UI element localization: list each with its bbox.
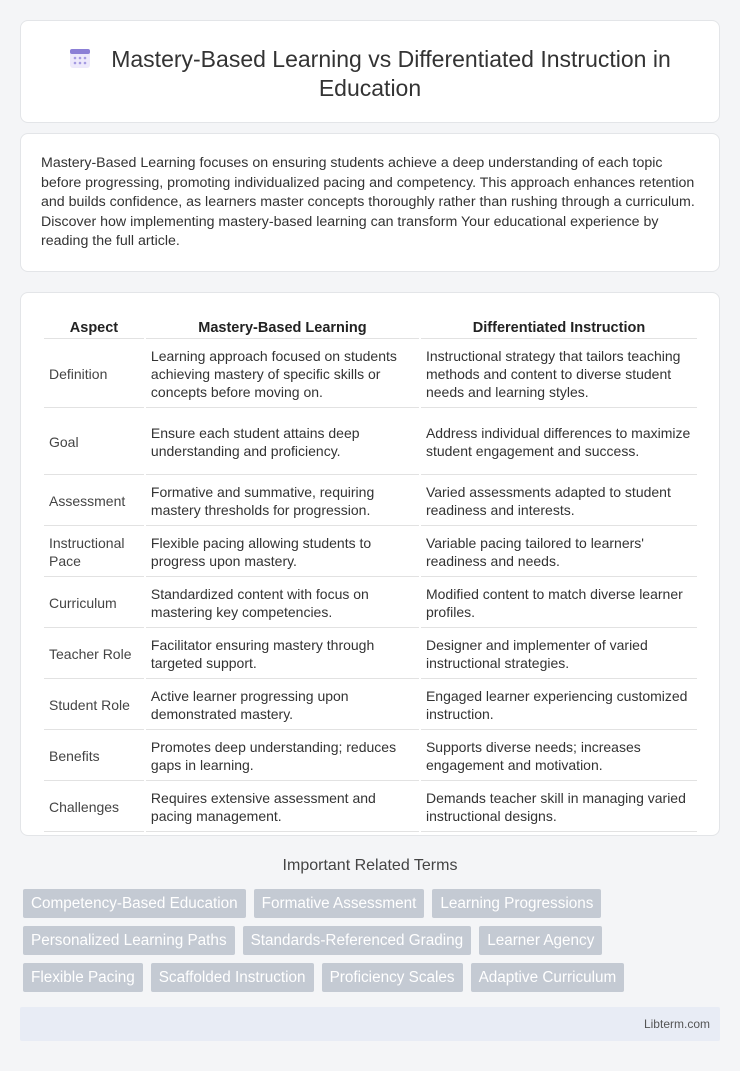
page-title: Mastery-Based Learning vs Differentiated Instruction in Education bbox=[111, 46, 671, 101]
row-differentiated: Varied assessments adapted to student readiness and interests. bbox=[421, 477, 697, 526]
related-term-tag[interactable]: Formative Assessment bbox=[254, 889, 425, 918]
row-mastery: Promotes deep understanding; reduces gaps in learning. bbox=[146, 732, 419, 781]
table-row bbox=[44, 528, 697, 577]
header-aspect: Aspect bbox=[44, 317, 144, 339]
related-term-tag[interactable]: Adaptive Curriculum bbox=[471, 963, 625, 992]
row-aspect: Benefits bbox=[44, 732, 144, 781]
related-term-tag[interactable]: Learning Progressions bbox=[432, 889, 601, 918]
row-differentiated: Engaged learner experiencing customized instruction. bbox=[421, 681, 697, 730]
row-aspect: Definition bbox=[44, 341, 144, 408]
related-term-tag[interactable]: Scaffolded Instruction bbox=[151, 963, 314, 992]
row-aspect: Instructional Pace bbox=[44, 528, 144, 577]
related-term-tag[interactable]: Proficiency Scales bbox=[322, 963, 463, 992]
footer bbox=[20, 1007, 720, 1041]
comparison-card bbox=[20, 292, 720, 836]
comparison-table bbox=[42, 315, 699, 834]
page-title-wrap bbox=[21, 45, 719, 103]
row-mastery: Active learner progressing upon demonstrated mastery. bbox=[146, 681, 419, 730]
related-term-tag[interactable]: Learner Agency bbox=[479, 926, 602, 955]
table-row bbox=[44, 732, 697, 781]
row-mastery: Learning approach focused on students achieving mastery of specific skills or concepts before moving on. bbox=[146, 341, 419, 408]
related-terms-list bbox=[23, 889, 713, 992]
row-differentiated: Instructional strategy that tailors teaching methods and content to diverse student needs and learning styles. bbox=[421, 341, 697, 408]
row-differentiated: Supports diverse needs; increases engagement and motivation. bbox=[421, 732, 697, 781]
row-differentiated: Modified content to match diverse learner profiles. bbox=[421, 579, 697, 628]
row-mastery: Ensure each student attains deep understanding and proficiency. bbox=[146, 410, 419, 475]
table-header-row bbox=[44, 317, 697, 339]
related-term-tag[interactable]: Standards-Referenced Grading bbox=[243, 926, 472, 955]
row-mastery: Requires extensive assessment and pacing management. bbox=[146, 783, 419, 832]
table-row bbox=[44, 477, 697, 526]
row-aspect: Curriculum bbox=[44, 579, 144, 628]
calendar-icon bbox=[69, 47, 91, 69]
title-card bbox=[20, 20, 720, 123]
row-differentiated: Variable pacing tailored to learners' readiness and needs. bbox=[421, 528, 697, 577]
header-differentiated: Differentiated Instruction bbox=[421, 317, 697, 339]
row-differentiated: Designer and implementer of varied instructional strategies. bbox=[421, 630, 697, 679]
row-mastery: Flexible pacing allowing students to progress upon mastery. bbox=[146, 528, 419, 577]
related-term-tag[interactable]: Competency-Based Education bbox=[23, 889, 246, 918]
table-row bbox=[44, 681, 697, 730]
row-mastery: Standardized content with focus on mastering key competencies. bbox=[146, 579, 419, 628]
table-row bbox=[44, 579, 697, 628]
footer-brand-link[interactable]: Libterm.com bbox=[643, 1017, 710, 1031]
intro-card bbox=[20, 133, 720, 272]
related-term-tag[interactable]: Personalized Learning Paths bbox=[23, 926, 235, 955]
table-row bbox=[44, 783, 697, 832]
header-mastery: Mastery-Based Learning bbox=[146, 317, 419, 339]
row-aspect: Challenges bbox=[44, 783, 144, 832]
row-mastery: Facilitator ensuring mastery through targeted support. bbox=[146, 630, 419, 679]
row-aspect: Assessment bbox=[44, 477, 144, 526]
row-aspect: Teacher Role bbox=[44, 630, 144, 679]
row-mastery: Formative and summative, requiring mastery thresholds for progression. bbox=[146, 477, 419, 526]
table-row bbox=[44, 410, 697, 475]
row-differentiated: Demands teacher skill in managing varied instructional designs. bbox=[421, 783, 697, 832]
row-differentiated: Address individual differences to maximize student engagement and success. bbox=[421, 410, 697, 475]
row-aspect: Goal bbox=[44, 410, 144, 475]
intro-paragraph: Mastery-Based Learning focuses on ensuring students achieve a deep understanding of each topic before progressing, promoting individualized pacing and competency. This approach enhances retention and builds confidence, as learners master concepts thoroughly rather than rushing through a curriculum. Discover how implementing mastery-based learning can transform Your educational experience by reading the full article. bbox=[41, 155, 695, 250]
table-row bbox=[44, 630, 697, 679]
related-terms-title: Important Related Terms bbox=[282, 857, 458, 874]
related-term-tag[interactable]: Flexible Pacing bbox=[23, 963, 143, 992]
row-aspect: Student Role bbox=[44, 681, 144, 730]
table-row bbox=[44, 341, 697, 408]
